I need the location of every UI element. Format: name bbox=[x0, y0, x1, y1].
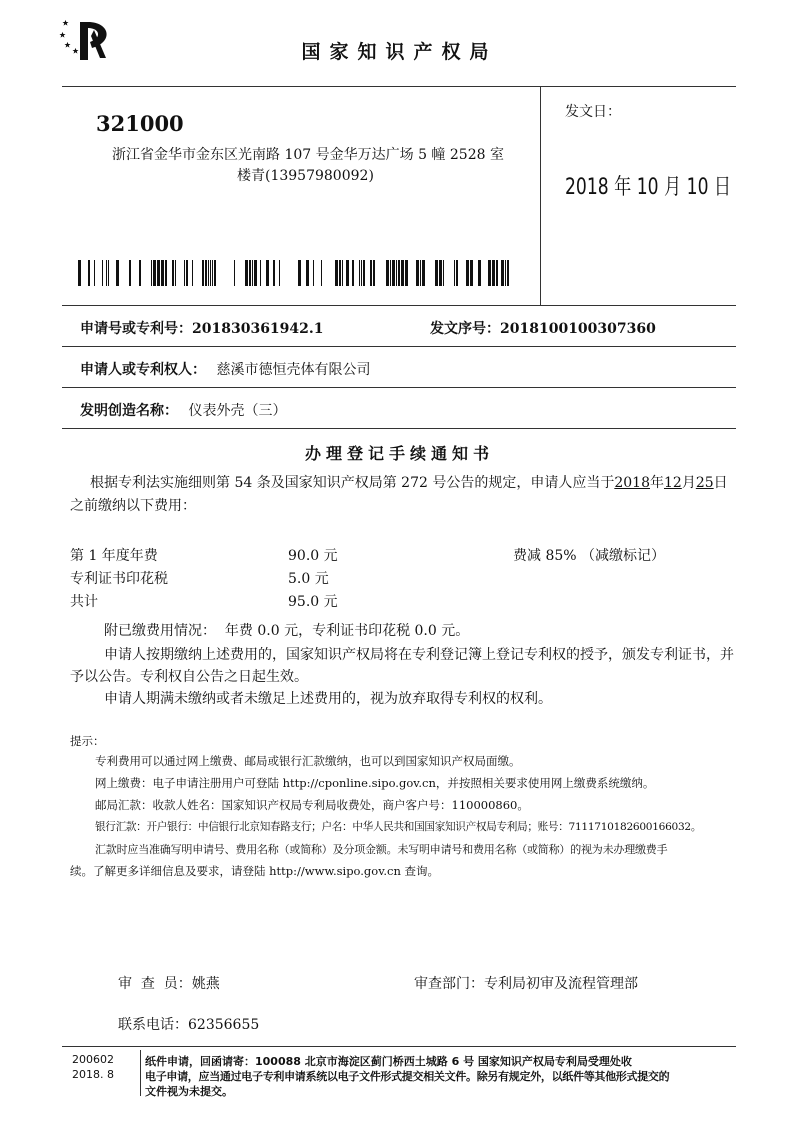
intro-prefix: 根据专利法实施细则第 54 条及国家知识产权局第 272 号公告的规定，申请人应当于 bbox=[90, 475, 615, 491]
form-code: 200602 bbox=[72, 1053, 114, 1066]
applicant-name: 慈溪市德恒壳体有限公司 bbox=[216, 362, 371, 378]
dispatch-date: 2018 年 10 月 10 日 bbox=[565, 175, 732, 200]
footer-divider bbox=[140, 1050, 141, 1096]
phone-number: 62356655 bbox=[188, 1017, 260, 1033]
tip-line-last: 续。了解更多详细信息及要求，请登陆 http://www.sipo.gov.cn 查询。 bbox=[70, 864, 440, 878]
rule-3 bbox=[62, 428, 736, 429]
form-version: 2018. 8 bbox=[72, 1068, 114, 1081]
tip-line: 专利费用可以通过网上缴费、邮局或银行汇款缴纳，也可以到国家知识产权局面缴。 bbox=[95, 754, 521, 768]
phone-label: 联系电话： bbox=[118, 1017, 188, 1033]
body-p1-line2: 予以公告。专利权自公告之日起生效。 bbox=[70, 669, 308, 685]
footer-rule bbox=[62, 1046, 736, 1047]
footer-electronic-line2: 文件视为未提交。 bbox=[145, 1085, 233, 1098]
examiner-row bbox=[118, 973, 220, 995]
invention-label: 发明创造名称： bbox=[80, 403, 178, 419]
tip-line: 汇款时应当准确写明申请号、费用名称（或简称）及分项金额。未写明申请号和费用名称（或简称）的视为未办理缴费手 bbox=[95, 843, 668, 856]
month-char: 月 bbox=[681, 475, 696, 491]
serial-no: 2018100100307360 bbox=[500, 321, 656, 337]
notice-intro-line2: 之前缴纳以下费用： bbox=[70, 498, 196, 514]
fee-row bbox=[70, 568, 513, 590]
app-no: 201830361942.1 bbox=[192, 321, 324, 337]
invention-name: 仪表外壳（三） bbox=[188, 403, 287, 419]
dept-row bbox=[414, 973, 638, 995]
recipient-address: 浙江省金华市金东区光南路 107 号金华万达广场 5 幢 2528 室 bbox=[112, 147, 504, 163]
recipient-contact: 楼青(13957980092) bbox=[237, 168, 374, 184]
tip-line: 邮局汇款：收款人姓名：国家知识产权局专利局收费处，商户客户号：110000860。 bbox=[95, 798, 529, 812]
body-p1-line1: 申请人按期缴纳上述费用的，国家知识产权局将在专利登记簿上登记专利权的授予，颁发专利证书，并 bbox=[104, 647, 734, 663]
tip-line: 网上缴费：电子申请注册用户可登陆 http://cponline.sipo.gov.cn，并按照相关要求使用网上缴费系统缴纳。 bbox=[95, 776, 655, 790]
applicant-row bbox=[80, 359, 370, 379]
year-char: 年 bbox=[649, 475, 664, 491]
due-year: 2018 bbox=[614, 475, 650, 491]
header-divider bbox=[540, 86, 541, 305]
serial-row bbox=[430, 318, 656, 338]
fee-total-row bbox=[70, 591, 513, 613]
dispatch-date-label: 发文日： bbox=[565, 104, 621, 120]
fee-row bbox=[70, 545, 665, 567]
examiner-name: 姚燕 bbox=[191, 976, 220, 992]
fee-name: 共计 bbox=[70, 594, 98, 610]
rule-1 bbox=[62, 346, 736, 347]
fee-amount: 90.0 元 bbox=[288, 548, 338, 564]
body-p2: 申请人期满未缴纳或者未缴足上述费用的，视为放弃取得专利权的权利。 bbox=[104, 691, 552, 707]
day-char: 日 bbox=[713, 475, 728, 491]
footer-paper-line: 纸件申请，回函请寄：100088 北京市海淀区蓟门桥西土城路 6 号 国家知识产权局专利局受理处收 bbox=[145, 1055, 632, 1068]
phone-row bbox=[118, 1014, 259, 1036]
serial-label: 发文序号： bbox=[430, 321, 500, 337]
tips-label: 提示： bbox=[70, 734, 105, 748]
dept-name: 专利局初审及流程管理部 bbox=[484, 976, 638, 992]
dept-label: 审查部门： bbox=[414, 976, 484, 992]
top-rule bbox=[62, 86, 736, 87]
invention-row bbox=[80, 400, 286, 420]
footer-electronic-line: 电子申请，应当通过电子专利申请系统以电子文件形式提交相关文件。除另有规定外，以纸件等其他形式提交的 bbox=[145, 1070, 670, 1083]
due-day: 25 bbox=[695, 475, 714, 491]
barcode-left bbox=[78, 260, 282, 286]
rule-after-header bbox=[62, 305, 736, 306]
fee-amount: 5.0 元 bbox=[288, 571, 329, 587]
paid-fees: 附已缴费用情况： 年费 0.0 元，专利证书印花税 0.0 元。 bbox=[104, 623, 470, 639]
notice-intro-line1 bbox=[90, 472, 750, 494]
applicant-label: 申请人或专利权人： bbox=[80, 362, 206, 378]
examiner-label: 审 查 员： bbox=[118, 976, 192, 992]
barcode-right bbox=[298, 260, 520, 286]
due-month: 12 bbox=[663, 475, 682, 491]
app-no-row bbox=[80, 318, 324, 338]
office-name: 国家知识产权局 bbox=[301, 41, 498, 63]
fee-name: 专利证书印花税 bbox=[70, 571, 168, 587]
fee-name: 第 1 年度年费 bbox=[70, 548, 158, 564]
fee-note: 费减 85% （减缴标记） bbox=[513, 548, 666, 564]
app-no-label: 申请号或专利号： bbox=[80, 321, 192, 337]
notice-title: 办理登记手续通知书 bbox=[304, 444, 494, 463]
tip-line: 银行汇款：开户银行：中信银行北京知春路支行；户名：中华人民共和国国家知识产权局专利局；账号：7111710182600166032。 bbox=[95, 821, 702, 833]
rule-2 bbox=[62, 387, 736, 388]
fee-amount: 95.0 元 bbox=[288, 594, 338, 610]
recipient-postcode: 321000 bbox=[96, 111, 184, 136]
